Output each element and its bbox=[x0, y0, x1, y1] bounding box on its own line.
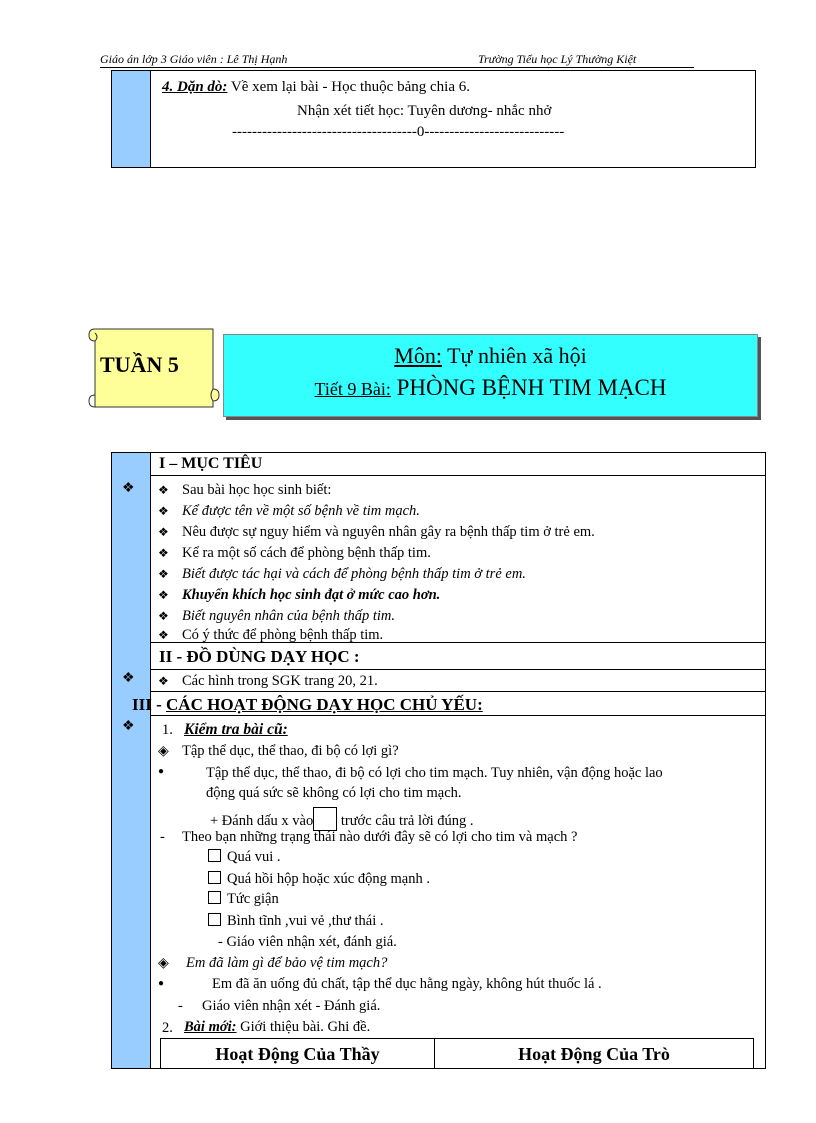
row-diamond-icon: ❖ bbox=[122, 481, 135, 496]
new-lesson-text: Giới thiệu bài. Ghi đề. bbox=[236, 1019, 371, 1035]
answer-box bbox=[313, 807, 337, 831]
bullet-icon: ❖ bbox=[158, 504, 169, 518]
lesson-review: Nhận xét tiết học: Tuyên dương- nhắc nhở bbox=[297, 103, 552, 119]
objective-item: Nêu được sự nguy hiểm và nguyên nhân gây ra bệnh thấp tim ở trẻ em. bbox=[182, 524, 595, 540]
homework-line bbox=[162, 79, 470, 96]
bullet-icon: ❖ bbox=[158, 674, 169, 688]
dash-icon: - bbox=[178, 998, 183, 1014]
option-text: Quá vui . bbox=[227, 849, 281, 865]
bullet-icon: ❖ bbox=[158, 546, 169, 560]
subject-line bbox=[224, 343, 757, 369]
objective-item: Kể ra một số cách để phòng bệnh thấp tim. bbox=[182, 545, 431, 561]
side-stripe bbox=[112, 71, 151, 167]
section-materials-title: II - ĐỒ DÙNG DẠY HỌC : bbox=[159, 647, 360, 666]
end-divider: -------------------------------------0---------------------------- bbox=[232, 124, 565, 140]
option-item bbox=[208, 871, 430, 888]
bullet-dot-icon: ● bbox=[158, 766, 165, 777]
student-column-header: Hoạt Động Của Trò bbox=[518, 1044, 670, 1064]
homework-text: Về xem lại bài - Học thuộc bảng chia 6. bbox=[227, 79, 470, 95]
objective-item: Kể được tên về một số bệnh về tim mạch. bbox=[182, 503, 420, 519]
bullet-dot-icon: ● bbox=[158, 978, 165, 989]
bullet-icon: ❖ bbox=[158, 588, 169, 602]
bullet-icon: ❖ bbox=[158, 628, 169, 642]
checkbox-icon bbox=[208, 891, 221, 904]
mark-post: trước câu trả lời đúng . bbox=[337, 813, 474, 829]
header-rule bbox=[100, 67, 694, 68]
homework-box bbox=[111, 70, 756, 168]
check-old-lesson-title: Kiểm tra bài cũ: bbox=[184, 721, 288, 738]
checkbox-icon bbox=[208, 849, 221, 862]
option-item bbox=[208, 849, 281, 866]
lesson-line bbox=[224, 375, 757, 401]
diamond-outline-icon: ◈ bbox=[158, 744, 169, 759]
activity-table-header bbox=[160, 1038, 754, 1069]
header-teacher: Giáo án lớp 3 Giáo viên : Lê Thị Hạnh bbox=[100, 52, 288, 66]
row-diamond-icon: ❖ bbox=[122, 719, 135, 734]
teacher-evaluation: Giáo viên nhận xét - Đánh giá. bbox=[202, 998, 381, 1014]
mark-instruction bbox=[210, 807, 474, 831]
option-text: Quá hồi hộp hoặc xúc động mạnh . bbox=[227, 871, 430, 887]
homework-label: 4. Dặn dò: bbox=[162, 79, 228, 95]
lesson-plan-box bbox=[111, 452, 766, 1069]
bullet-icon: ❖ bbox=[158, 483, 169, 497]
question: Em đã làm gì để bảo vệ tim mạch? bbox=[186, 955, 388, 971]
new-lesson-line bbox=[184, 1019, 370, 1036]
week-label: TUẦN 5 bbox=[100, 352, 179, 377]
question: Tập thể dục, thể thao, đi bộ có lợi gì? bbox=[182, 743, 399, 759]
teacher-evaluation: - Giáo viên nhận xét, đánh giá. bbox=[218, 934, 397, 950]
header-school: Trường Tiểu học Lý Thường Kiệt bbox=[478, 52, 637, 66]
new-lesson-title: Bài mới: bbox=[184, 1019, 237, 1035]
diamond-outline-icon: ◈ bbox=[158, 956, 169, 971]
objective-item: Khuyến khích học sinh đạt ở mức cao hơn. bbox=[182, 587, 441, 603]
bullet-icon: ❖ bbox=[158, 609, 169, 623]
option-text: Bình tĩnh ,vui vẻ ,thư thái . bbox=[227, 913, 384, 929]
answer-line: Tập thể dục, thể thao, đi bộ có lợi cho tim mạch. Tuy nhiên, vận động hoặc lao bbox=[206, 765, 663, 781]
side-stripe bbox=[112, 453, 151, 1068]
objective-item: Có ý thức để phòng bệnh thấp tim. bbox=[182, 627, 384, 643]
option-item bbox=[208, 913, 383, 930]
section-activities-title bbox=[132, 695, 483, 715]
checkbox-icon bbox=[208, 913, 221, 926]
step-number: 2. bbox=[162, 1020, 173, 1036]
section-activities-text: CÁC HOẠT ĐỘNG DẠY HỌC CHỦ YẾU: bbox=[166, 695, 483, 714]
answer-line: động quá sức sẽ không có lợi cho tim mạch. bbox=[206, 785, 462, 801]
checkbox-icon bbox=[208, 871, 221, 884]
bullet-icon: ❖ bbox=[158, 525, 169, 539]
lesson-title: PHÒNG BỆNH TIM MẠCH bbox=[390, 375, 667, 400]
mark-pre: + Đánh dấu x vào bbox=[210, 813, 314, 829]
teacher-column-header: Hoạt Động Của Thầy bbox=[161, 1039, 435, 1069]
section-number: III - bbox=[132, 695, 167, 714]
dash-icon: - bbox=[160, 829, 165, 845]
option-item bbox=[208, 891, 279, 908]
subject-label: Môn: bbox=[394, 343, 442, 368]
lesson-title-box bbox=[223, 334, 758, 417]
step-number: 1. bbox=[162, 722, 173, 738]
subject-name: Tự nhiên xã hội bbox=[441, 343, 587, 368]
option-text: Tức giận bbox=[227, 891, 279, 907]
answer-line: Em đã ăn uống đủ chất, tập thể dục hằng ngày, không hút thuốc lá . bbox=[212, 976, 602, 992]
lesson-label: Tiết 9 Bài: bbox=[314, 379, 391, 399]
question: Theo bạn những trạng thái nào dưới đây sẽ có lợi cho tim và mạch ? bbox=[182, 829, 578, 845]
section-objectives-title: I – MỤC TIÊU bbox=[159, 455, 263, 472]
objective-item: Biết nguyên nhân của bệnh thấp tim. bbox=[182, 608, 396, 624]
material-item: Các hình trong SGK trang 20, 21. bbox=[182, 673, 378, 689]
row-diamond-icon: ❖ bbox=[122, 671, 135, 686]
objective-item: Sau bài học học sinh biết: bbox=[182, 482, 332, 498]
bullet-icon: ❖ bbox=[158, 567, 169, 581]
objective-item: Biết được tác hại và cách để phòng bệnh thấp tim ở trẻ em. bbox=[182, 566, 526, 582]
